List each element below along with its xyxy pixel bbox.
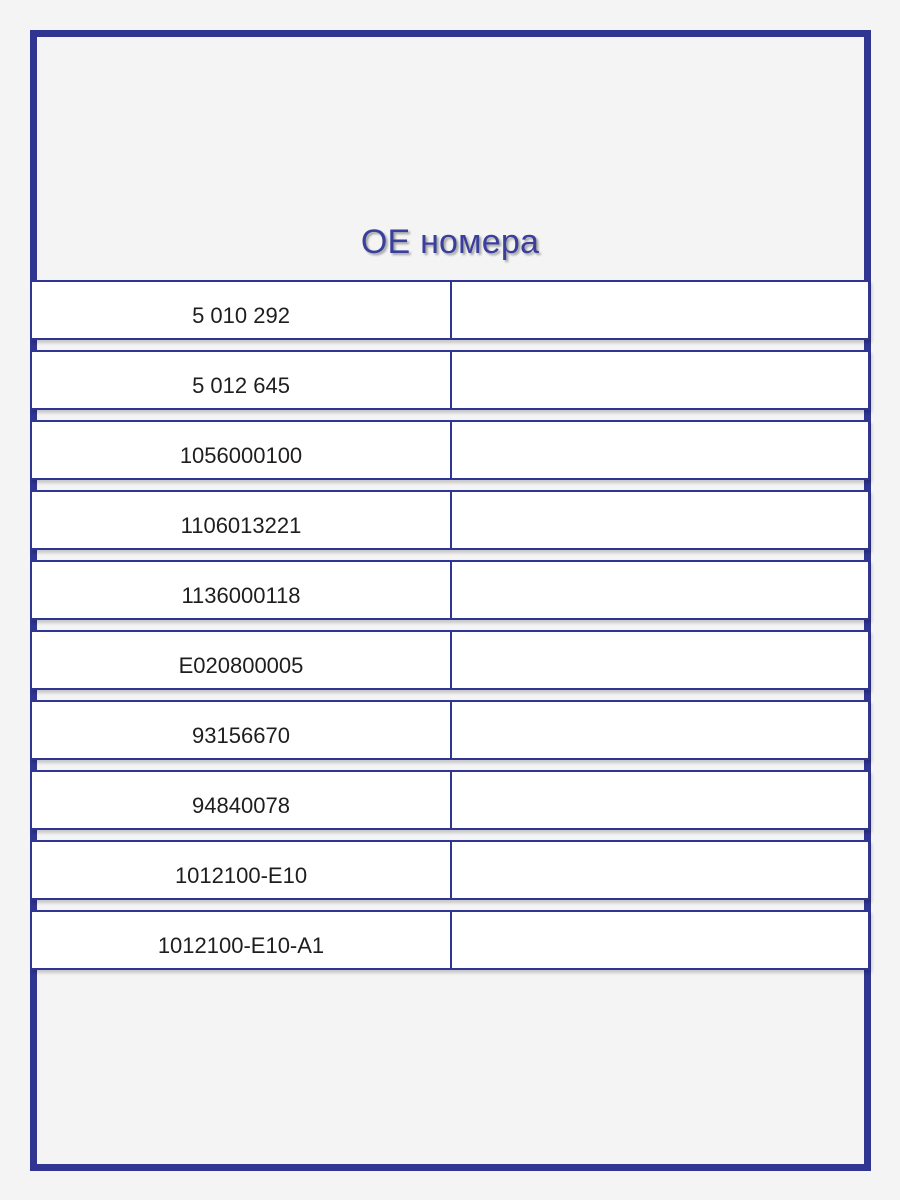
oe-number-cell: 1106013221 xyxy=(180,513,302,538)
empty-cell xyxy=(452,282,868,338)
oe-number-cell: 93156670 xyxy=(192,723,290,748)
oe-numbers-table xyxy=(30,280,870,970)
table-row xyxy=(30,350,870,410)
oe-number-cell: 1012100-E10 xyxy=(174,863,308,888)
table-row xyxy=(30,420,870,480)
oe-number-cell: E020800005 xyxy=(178,653,304,678)
empty-cell xyxy=(452,422,868,478)
table-row xyxy=(30,840,870,900)
empty-cell xyxy=(452,772,868,828)
page-title: ОЕ номера xyxy=(360,223,540,261)
table-row xyxy=(30,910,870,970)
oe-number-cell: 94840078 xyxy=(192,793,290,818)
table-row xyxy=(30,280,870,340)
empty-cell xyxy=(452,492,868,548)
oe-number-cell: 5 012 645 xyxy=(192,373,290,398)
empty-cell xyxy=(452,562,868,618)
table-row xyxy=(30,630,870,690)
oe-number-cell: 1012100-E10-A1 xyxy=(157,933,325,958)
oe-number-cell: 5 010 292 xyxy=(192,303,290,328)
table-row xyxy=(30,770,870,830)
empty-cell xyxy=(452,702,868,758)
oe-number-cell: 1056000100 xyxy=(179,443,303,468)
table-row xyxy=(30,560,870,620)
empty-cell xyxy=(452,632,868,688)
table-row xyxy=(30,490,870,550)
table-row xyxy=(30,700,870,760)
oe-number-cell: 1136000118 xyxy=(181,583,301,608)
empty-cell xyxy=(452,912,868,968)
empty-cell xyxy=(452,842,868,898)
empty-cell xyxy=(452,352,868,408)
